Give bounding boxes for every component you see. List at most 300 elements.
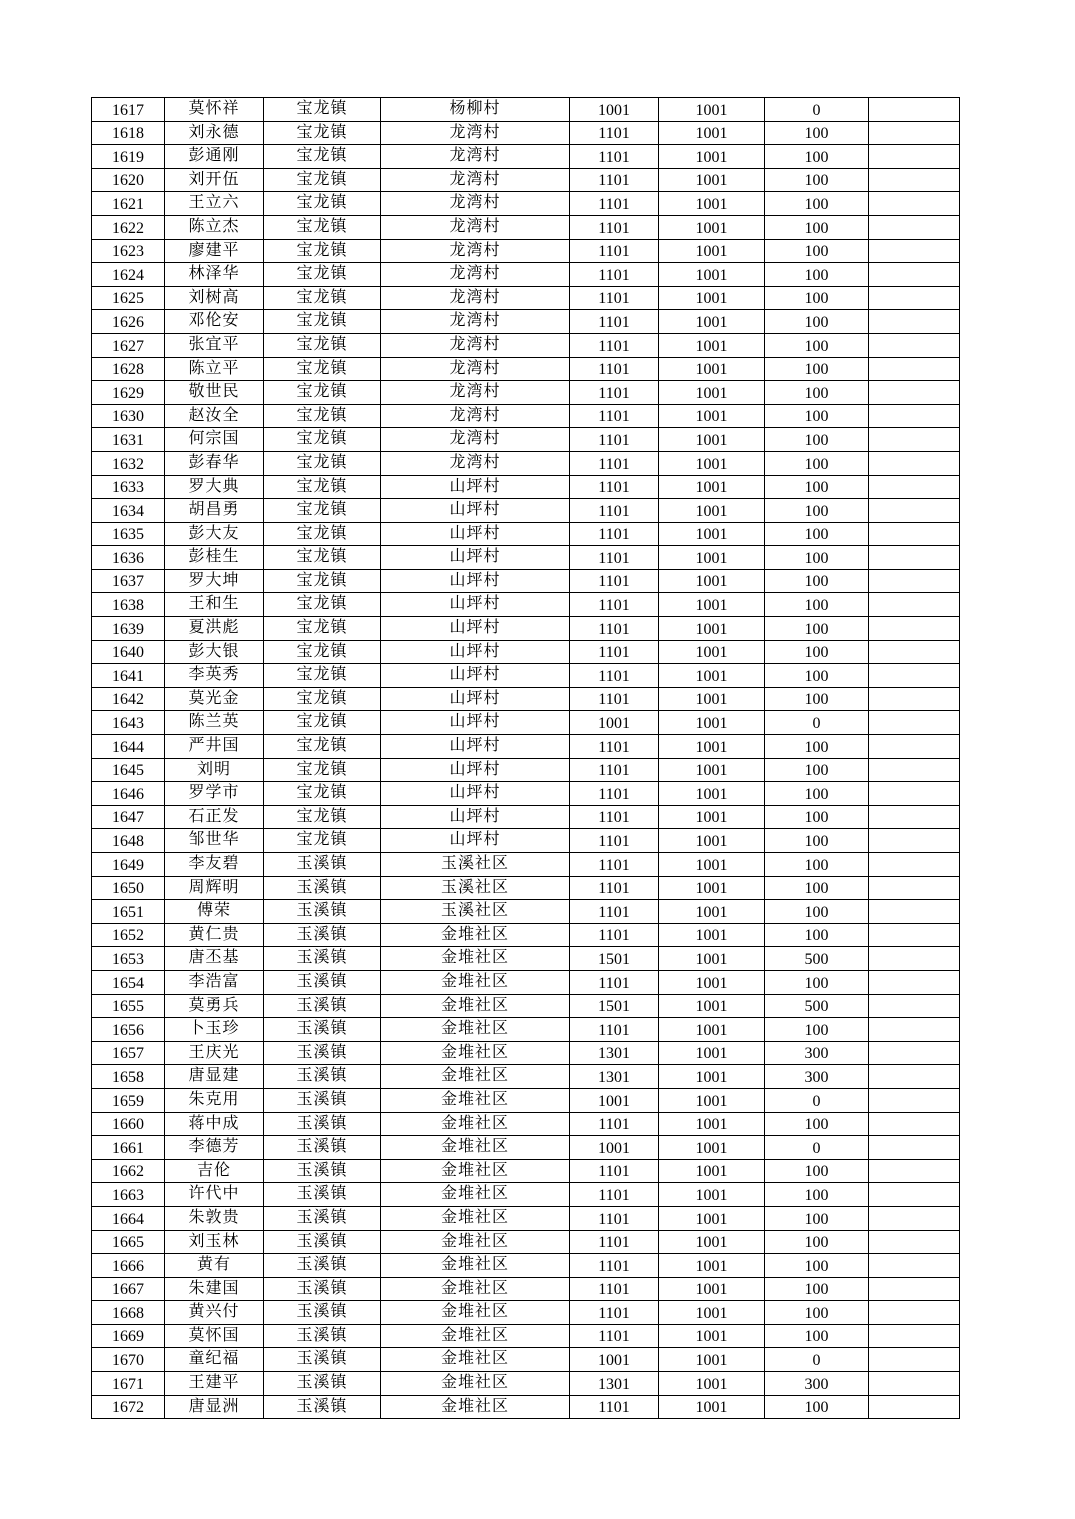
value-b-cell: 1001: [659, 1018, 765, 1042]
row-number-cell: 1671: [92, 1372, 165, 1396]
village-cell: 山坪村: [381, 593, 570, 617]
name-cell: 彭桂生: [165, 546, 264, 570]
table-row: [92, 404, 960, 428]
amount-cell: 100: [765, 617, 869, 641]
value-a-cell: 1101: [570, 829, 659, 853]
name-cell: 林泽华: [165, 263, 264, 287]
value-a-cell: 1101: [570, 145, 659, 169]
remark-cell: [869, 640, 960, 664]
value-a-cell: 1101: [570, 805, 659, 829]
village-cell: 金堆社区: [381, 1206, 570, 1230]
town-cell: 宝龙镇: [264, 192, 381, 216]
town-cell: 宝龙镇: [264, 215, 381, 239]
remark-cell: [869, 805, 960, 829]
row-number-cell: 1626: [92, 310, 165, 334]
village-cell: 金堆社区: [381, 1065, 570, 1089]
row-number-cell: 1645: [92, 758, 165, 782]
village-cell: 龙湾村: [381, 428, 570, 452]
table-row: [92, 1018, 960, 1042]
name-cell: 王立六: [165, 192, 264, 216]
table-row: [92, 333, 960, 357]
amount-cell: 100: [765, 1254, 869, 1278]
remark-cell: [869, 286, 960, 310]
name-cell: 童纪福: [165, 1348, 264, 1372]
value-a-cell: 1101: [570, 546, 659, 570]
village-cell: 龙湾村: [381, 168, 570, 192]
town-cell: 宝龙镇: [264, 263, 381, 287]
value-b-cell: 1001: [659, 333, 765, 357]
value-b-cell: 1001: [659, 98, 765, 122]
town-cell: 玉溪镇: [264, 1065, 381, 1089]
value-a-cell: 1101: [570, 876, 659, 900]
value-b-cell: 1001: [659, 900, 765, 924]
amount-cell: 100: [765, 310, 869, 334]
table-row: [92, 687, 960, 711]
value-a-cell: 1101: [570, 310, 659, 334]
row-number-cell: 1627: [92, 333, 165, 357]
remark-cell: [869, 428, 960, 452]
row-number-cell: 1622: [92, 215, 165, 239]
row-number-cell: 1638: [92, 593, 165, 617]
table-row: [92, 381, 960, 405]
table-row: [92, 782, 960, 806]
town-cell: 宝龙镇: [264, 451, 381, 475]
table-row: [92, 900, 960, 924]
value-a-cell: 1101: [570, 404, 659, 428]
value-a-cell: 1501: [570, 947, 659, 971]
row-number-cell: 1660: [92, 1112, 165, 1136]
remark-cell: [869, 499, 960, 523]
row-number-cell: 1650: [92, 876, 165, 900]
value-b-cell: 1001: [659, 145, 765, 169]
row-number-cell: 1664: [92, 1206, 165, 1230]
table-row: [92, 286, 960, 310]
row-number-cell: 1636: [92, 546, 165, 570]
row-number-cell: 1652: [92, 923, 165, 947]
remark-cell: [869, 357, 960, 381]
value-a-cell: 1101: [570, 192, 659, 216]
table-row: [92, 947, 960, 971]
row-number-cell: 1640: [92, 640, 165, 664]
amount-cell: 100: [765, 381, 869, 405]
value-a-cell: 1101: [570, 1277, 659, 1301]
remark-cell: [869, 853, 960, 877]
village-cell: 龙湾村: [381, 451, 570, 475]
amount-cell: 100: [765, 239, 869, 263]
village-cell: 玉溪社区: [381, 853, 570, 877]
village-cell: 玉溪社区: [381, 900, 570, 924]
village-cell: 龙湾村: [381, 215, 570, 239]
row-number-cell: 1653: [92, 947, 165, 971]
table-row: [92, 1065, 960, 1089]
name-cell: 唐显建: [165, 1065, 264, 1089]
amount-cell: 100: [765, 876, 869, 900]
value-b-cell: 1001: [659, 1395, 765, 1419]
amount-cell: 0: [765, 1136, 869, 1160]
village-cell: 金堆社区: [381, 1230, 570, 1254]
remark-cell: [869, 1136, 960, 1160]
remark-cell: [869, 1065, 960, 1089]
row-number-cell: 1635: [92, 522, 165, 546]
village-cell: 金堆社区: [381, 1041, 570, 1065]
value-b-cell: 1001: [659, 404, 765, 428]
table-row: [92, 829, 960, 853]
table-row: [92, 1112, 960, 1136]
table-row: [92, 1324, 960, 1348]
value-b-cell: 1001: [659, 617, 765, 641]
name-cell: 彭春华: [165, 451, 264, 475]
remark-cell: [869, 758, 960, 782]
amount-cell: 100: [765, 1301, 869, 1325]
amount-cell: 100: [765, 782, 869, 806]
value-a-cell: 1101: [570, 640, 659, 664]
town-cell: 宝龙镇: [264, 121, 381, 145]
village-cell: 山坪村: [381, 546, 570, 570]
table-row: [92, 1206, 960, 1230]
table-row: [92, 1159, 960, 1183]
name-cell: 严井国: [165, 735, 264, 759]
table-row: [92, 357, 960, 381]
amount-cell: 100: [765, 758, 869, 782]
amount-cell: 0: [765, 1348, 869, 1372]
value-a-cell: 1101: [570, 428, 659, 452]
value-b-cell: 1001: [659, 1183, 765, 1207]
town-cell: 宝龙镇: [264, 428, 381, 452]
town-cell: 玉溪镇: [264, 1254, 381, 1278]
name-cell: 唐丕基: [165, 947, 264, 971]
value-a-cell: 1101: [570, 215, 659, 239]
village-cell: 山坪村: [381, 664, 570, 688]
row-number-cell: 1670: [92, 1348, 165, 1372]
value-a-cell: 1301: [570, 1372, 659, 1396]
remark-cell: [869, 1348, 960, 1372]
value-b-cell: 1001: [659, 758, 765, 782]
row-number-cell: 1659: [92, 1088, 165, 1112]
value-a-cell: 1101: [570, 1230, 659, 1254]
name-cell: 唐显洲: [165, 1395, 264, 1419]
village-cell: 山坪村: [381, 499, 570, 523]
name-cell: 陈立平: [165, 357, 264, 381]
town-cell: 宝龙镇: [264, 239, 381, 263]
name-cell: 莫勇兵: [165, 994, 264, 1018]
amount-cell: 100: [765, 900, 869, 924]
name-cell: 周辉明: [165, 876, 264, 900]
value-a-cell: 1101: [570, 286, 659, 310]
town-cell: 玉溪镇: [264, 876, 381, 900]
value-b-cell: 1001: [659, 569, 765, 593]
town-cell: 玉溪镇: [264, 947, 381, 971]
remark-cell: [869, 687, 960, 711]
village-cell: 龙湾村: [381, 381, 570, 405]
town-cell: 玉溪镇: [264, 1041, 381, 1065]
village-cell: 金堆社区: [381, 1277, 570, 1301]
row-number-cell: 1639: [92, 617, 165, 641]
value-a-cell: 1101: [570, 263, 659, 287]
table-row: [92, 1348, 960, 1372]
value-b-cell: 1001: [659, 263, 765, 287]
value-b-cell: 1001: [659, 286, 765, 310]
value-b-cell: 1001: [659, 1088, 765, 1112]
table-row: [92, 263, 960, 287]
name-cell: 黄有: [165, 1254, 264, 1278]
town-cell: 宝龙镇: [264, 782, 381, 806]
remark-cell: [869, 947, 960, 971]
value-a-cell: 1101: [570, 451, 659, 475]
row-number-cell: 1649: [92, 853, 165, 877]
name-cell: 邹世华: [165, 829, 264, 853]
row-number-cell: 1646: [92, 782, 165, 806]
row-number-cell: 1618: [92, 121, 165, 145]
town-cell: 宝龙镇: [264, 499, 381, 523]
town-cell: 玉溪镇: [264, 1112, 381, 1136]
village-cell: 金堆社区: [381, 1183, 570, 1207]
row-number-cell: 1661: [92, 1136, 165, 1160]
town-cell: 宝龙镇: [264, 404, 381, 428]
value-b-cell: 1001: [659, 853, 765, 877]
row-number-cell: 1624: [92, 263, 165, 287]
value-a-cell: 1101: [570, 381, 659, 405]
remark-cell: [869, 1324, 960, 1348]
table-row: [92, 1301, 960, 1325]
village-cell: 山坪村: [381, 711, 570, 735]
village-cell: 龙湾村: [381, 145, 570, 169]
table-row: [92, 758, 960, 782]
remark-cell: [869, 121, 960, 145]
value-b-cell: 1001: [659, 1372, 765, 1396]
town-cell: 宝龙镇: [264, 286, 381, 310]
amount-cell: 100: [765, 215, 869, 239]
amount-cell: 100: [765, 168, 869, 192]
table-row: [92, 1136, 960, 1160]
village-cell: 山坪村: [381, 522, 570, 546]
value-b-cell: 1001: [659, 1324, 765, 1348]
name-cell: 刘开伍: [165, 168, 264, 192]
value-b-cell: 1001: [659, 640, 765, 664]
amount-cell: 100: [765, 923, 869, 947]
name-cell: 傅荣: [165, 900, 264, 924]
village-cell: 金堆社区: [381, 923, 570, 947]
value-a-cell: 1101: [570, 357, 659, 381]
amount-cell: 100: [765, 687, 869, 711]
name-cell: 彭通刚: [165, 145, 264, 169]
name-cell: 罗大坤: [165, 569, 264, 593]
remark-cell: [869, 215, 960, 239]
row-number-cell: 1658: [92, 1065, 165, 1089]
value-b-cell: 1001: [659, 522, 765, 546]
town-cell: 宝龙镇: [264, 522, 381, 546]
value-b-cell: 1001: [659, 805, 765, 829]
remark-cell: [869, 1112, 960, 1136]
name-cell: 廖建平: [165, 239, 264, 263]
remark-cell: [869, 192, 960, 216]
village-cell: 龙湾村: [381, 239, 570, 263]
data-table: [91, 97, 960, 1419]
amount-cell: 100: [765, 1230, 869, 1254]
value-a-cell: 1101: [570, 475, 659, 499]
remark-cell: [869, 711, 960, 735]
town-cell: 宝龙镇: [264, 310, 381, 334]
value-a-cell: 1101: [570, 333, 659, 357]
table-row: [92, 192, 960, 216]
value-a-cell: 1101: [570, 593, 659, 617]
name-cell: 吉伦: [165, 1159, 264, 1183]
amount-cell: 100: [765, 569, 869, 593]
value-a-cell: 1101: [570, 1301, 659, 1325]
table-body: [92, 98, 960, 1419]
table-row: [92, 499, 960, 523]
name-cell: 蒋中成: [165, 1112, 264, 1136]
amount-cell: 100: [765, 499, 869, 523]
row-number-cell: 1665: [92, 1230, 165, 1254]
town-cell: 玉溪镇: [264, 1183, 381, 1207]
table-row: [92, 1230, 960, 1254]
remark-cell: [869, 1041, 960, 1065]
value-b-cell: 1001: [659, 994, 765, 1018]
amount-cell: 300: [765, 1065, 869, 1089]
amount-cell: 100: [765, 121, 869, 145]
town-cell: 宝龙镇: [264, 687, 381, 711]
value-b-cell: 1001: [659, 1277, 765, 1301]
town-cell: 宝龙镇: [264, 593, 381, 617]
value-a-cell: 1001: [570, 1088, 659, 1112]
row-number-cell: 1637: [92, 569, 165, 593]
name-cell: 刘永德: [165, 121, 264, 145]
table-row: [92, 640, 960, 664]
amount-cell: 100: [765, 1277, 869, 1301]
name-cell: 黄兴付: [165, 1301, 264, 1325]
row-number-cell: 1621: [92, 192, 165, 216]
value-b-cell: 1001: [659, 687, 765, 711]
town-cell: 宝龙镇: [264, 617, 381, 641]
name-cell: 王庆光: [165, 1041, 264, 1065]
value-a-cell: 1101: [570, 239, 659, 263]
town-cell: 玉溪镇: [264, 1372, 381, 1396]
remark-cell: [869, 617, 960, 641]
value-a-cell: 1101: [570, 617, 659, 641]
amount-cell: 100: [765, 428, 869, 452]
village-cell: 龙湾村: [381, 192, 570, 216]
amount-cell: 100: [765, 286, 869, 310]
village-cell: 山坪村: [381, 475, 570, 499]
name-cell: 陈立杰: [165, 215, 264, 239]
value-a-cell: 1101: [570, 499, 659, 523]
village-cell: 金堆社区: [381, 1301, 570, 1325]
remark-cell: [869, 263, 960, 287]
name-cell: 刘玉林: [165, 1230, 264, 1254]
remark-cell: [869, 98, 960, 122]
village-cell: 金堆社区: [381, 1018, 570, 1042]
amount-cell: 100: [765, 853, 869, 877]
table-row: [92, 121, 960, 145]
name-cell: 何宗国: [165, 428, 264, 452]
value-b-cell: 1001: [659, 782, 765, 806]
town-cell: 玉溪镇: [264, 1324, 381, 1348]
name-cell: 李友碧: [165, 853, 264, 877]
village-cell: 龙湾村: [381, 263, 570, 287]
value-b-cell: 1001: [659, 499, 765, 523]
value-a-cell: 1301: [570, 1041, 659, 1065]
value-a-cell: 1501: [570, 994, 659, 1018]
value-b-cell: 1001: [659, 451, 765, 475]
village-cell: 山坪村: [381, 782, 570, 806]
village-cell: 山坪村: [381, 640, 570, 664]
table-row: [92, 1183, 960, 1207]
table-row: [92, 735, 960, 759]
remark-cell: [869, 1206, 960, 1230]
table-row: [92, 546, 960, 570]
table-row: [92, 617, 960, 641]
amount-cell: 100: [765, 404, 869, 428]
value-a-cell: 1101: [570, 1159, 659, 1183]
table-row: [92, 1254, 960, 1278]
table-row: [92, 664, 960, 688]
village-cell: 龙湾村: [381, 404, 570, 428]
name-cell: 许代中: [165, 1183, 264, 1207]
remark-cell: [869, 664, 960, 688]
table-row: [92, 98, 960, 122]
table-row: [92, 853, 960, 877]
town-cell: 玉溪镇: [264, 1348, 381, 1372]
town-cell: 宝龙镇: [264, 168, 381, 192]
remark-cell: [869, 1254, 960, 1278]
row-number-cell: 1648: [92, 829, 165, 853]
name-cell: 邓伦安: [165, 310, 264, 334]
value-a-cell: 1101: [570, 853, 659, 877]
table-row: [92, 215, 960, 239]
value-b-cell: 1001: [659, 970, 765, 994]
amount-cell: 0: [765, 98, 869, 122]
table-row: [92, 475, 960, 499]
remark-cell: [869, 145, 960, 169]
town-cell: 玉溪镇: [264, 1395, 381, 1419]
amount-cell: 100: [765, 970, 869, 994]
value-a-cell: 1101: [570, 923, 659, 947]
remark-cell: [869, 829, 960, 853]
table-row: [92, 593, 960, 617]
table-row: [92, 239, 960, 263]
amount-cell: 100: [765, 1159, 869, 1183]
name-cell: 罗学市: [165, 782, 264, 806]
town-cell: 玉溪镇: [264, 1159, 381, 1183]
remark-cell: [869, 1159, 960, 1183]
remark-cell: [869, 168, 960, 192]
village-cell: 金堆社区: [381, 947, 570, 971]
name-cell: 王建平: [165, 1372, 264, 1396]
village-cell: 杨柳村: [381, 98, 570, 122]
village-cell: 龙湾村: [381, 121, 570, 145]
town-cell: 宝龙镇: [264, 475, 381, 499]
remark-cell: [869, 1277, 960, 1301]
village-cell: 金堆社区: [381, 1254, 570, 1278]
village-cell: 山坪村: [381, 687, 570, 711]
amount-cell: 100: [765, 1018, 869, 1042]
table-row: [92, 145, 960, 169]
village-cell: 金堆社区: [381, 1136, 570, 1160]
table-row: [92, 1372, 960, 1396]
table-row: [92, 970, 960, 994]
village-cell: 山坪村: [381, 569, 570, 593]
value-a-cell: 1101: [570, 569, 659, 593]
row-number-cell: 1662: [92, 1159, 165, 1183]
village-cell: 金堆社区: [381, 1324, 570, 1348]
remark-cell: [869, 381, 960, 405]
value-b-cell: 1001: [659, 475, 765, 499]
town-cell: 宝龙镇: [264, 664, 381, 688]
town-cell: 宝龙镇: [264, 333, 381, 357]
remark-cell: [869, 451, 960, 475]
table-row: [92, 923, 960, 947]
name-cell: 刘树高: [165, 286, 264, 310]
